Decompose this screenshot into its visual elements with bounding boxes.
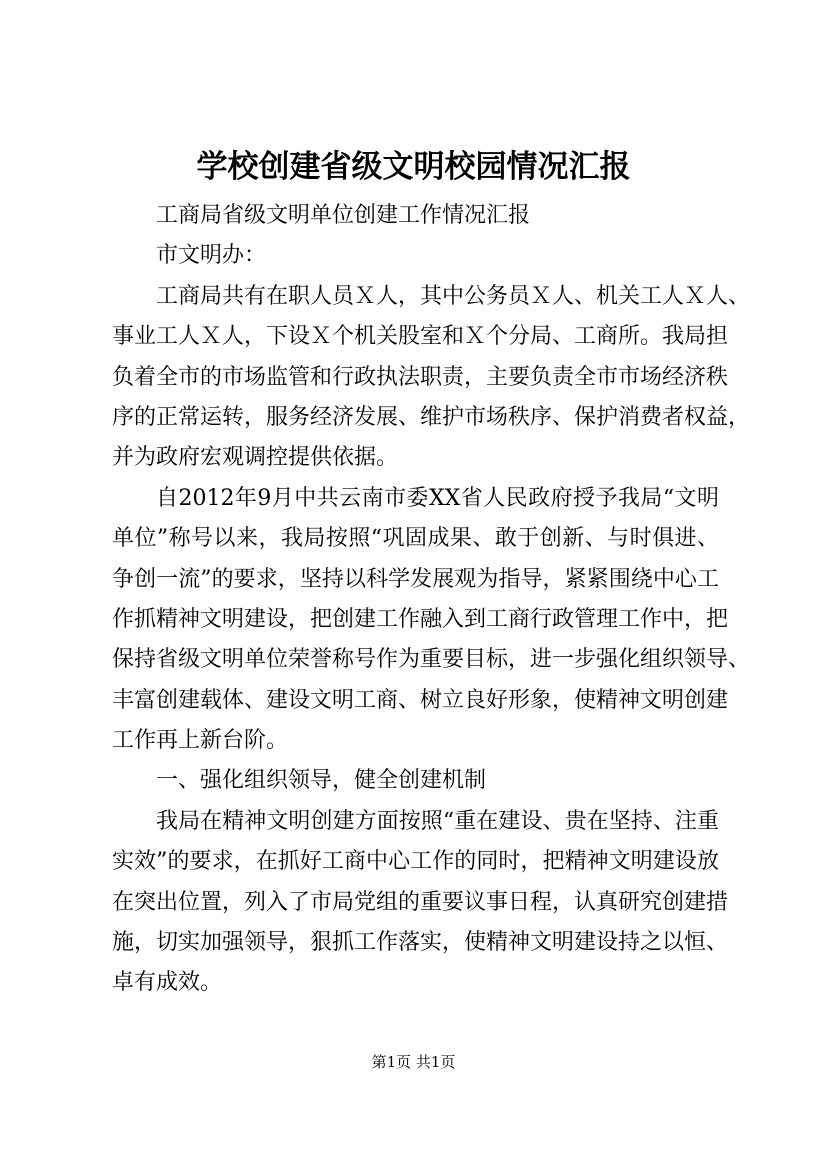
paragraph-2-line-1: 自2012年9月中共云南市委XX省人民政府授予我局“文明 [156,485,719,511]
paragraph-3-line-4: 施，切实加强领导，狠抓工作落实，使精神文明建设持之以恒、 [112,930,729,956]
paragraph-3-line-1: 我局在精神文明创建方面按照“重在建设、贵在坚持、注重 [156,808,719,834]
paragraph-2-line-2: 单位”称号以来，我局按照“巩固成果、敢于创新、与时俱进、 [112,526,719,552]
paragraph-2-line-5: 保持省级文明单位荣誉称号作为重要目标，进一步强化组织领导、 [112,647,751,673]
document-title: 学校创建省级文明校园情况汇报 [196,149,631,185]
paragraph-3-line-5: 卓有成效。 [112,970,223,996]
paragraph-3-line-2: 实效”的要求，在抓好工商中心工作的同时，把精神文明建设放 [112,849,719,875]
paragraph-2-line-6: 丰富创建载体、建设文明工商、树立良好形象，使精神文明创建 [112,687,729,713]
section-heading-1: 一、强化组织领导，健全创建机制 [156,768,487,794]
paragraph-2-line-7: 工作再上新台阶。 [112,728,289,754]
paragraph-1-line-1: 工商局共有在职人员Ｘ人，其中公务员Ｘ人、机关工人Ｘ人、 [156,283,751,309]
page-number: 第1页 共1页 [371,1053,456,1071]
salutation-line: 市文明办： [156,243,267,269]
subtitle-line: 工商局省级文明单位创建工作情况汇报 [156,203,531,228]
paragraph-3-line-3: 在突出位置，列入了市局党组的重要议事日程，认真研究创建措 [112,889,729,915]
paragraph-1-line-5: 并为政府宏观调控提供依据。 [112,445,399,471]
paragraph-1-line-3: 负着全市的市场监管和行政执法职责，主要负责全市市场经济秩 [112,364,729,390]
paragraph-1-line-4: 序的正常运转，服务经济发展、维护市场秩序、保护消费者权益， [112,404,751,430]
paragraph-1-line-2: 事业工人Ｘ人，下设Ｘ个机关股室和Ｘ个分局、工商所。我局担 [112,324,729,350]
paragraph-2-line-4: 作抓精神文明建设，把创建工作融入到工商行政管理工作中，把 [112,606,729,632]
paragraph-2-line-3: 争创一流”的要求，坚持以科学发展观为指导，紧紧围绕中心工 [112,566,719,592]
document-body [112,196,751,1004]
